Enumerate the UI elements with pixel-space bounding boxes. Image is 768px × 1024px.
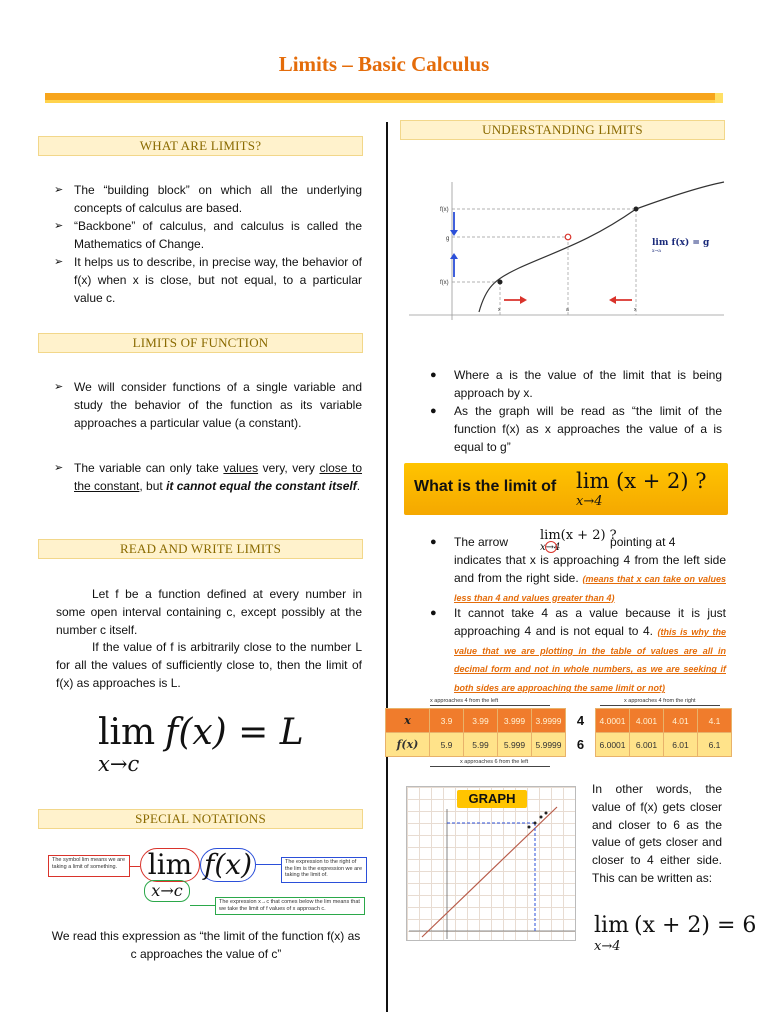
highlight-circle <box>545 541 557 553</box>
title-divider-accent <box>45 100 723 103</box>
banner-sub: x→4 <box>576 494 603 509</box>
heading-limits-of-function: LIMITS OF FUNCTION <box>38 333 363 353</box>
formula-lim: lim <box>98 712 156 753</box>
heading-read-write-limits: READ AND WRITE LIMITS <box>38 539 363 559</box>
table-cell: 4.1 <box>698 709 732 733</box>
formula-body: f(x) = L <box>165 712 304 753</box>
x-label: x <box>498 307 501 313</box>
formula-subscript: x→c <box>98 752 140 776</box>
table-cell: 4.001 <box>630 709 664 733</box>
graph-limit-sub: x→a <box>652 249 661 254</box>
inline-limit-sub: x→4 <box>540 542 561 553</box>
point <box>534 822 537 825</box>
caption-arrow <box>600 705 720 706</box>
list-item: ● Where a is the value of the limit that is being approach by x. <box>430 368 722 400</box>
y-label: f(x) <box>440 207 449 213</box>
conclusion-expr: (x + 2) = 6 <box>634 913 757 938</box>
notation-lim: lim <box>140 848 200 882</box>
annotation-connector <box>190 905 215 906</box>
table-cell: 5.99 <box>464 733 498 757</box>
heading-understanding-limits: UNDERSTANDING LIMITS <box>400 120 725 140</box>
x-label: x <box>634 307 637 313</box>
arrow-head <box>609 296 616 304</box>
y-label: f(x) <box>440 280 449 286</box>
conclusion-lim: lim <box>594 913 629 938</box>
annotation-connector <box>130 866 140 867</box>
table-caption: x approaches 4 from the left <box>430 698 499 704</box>
x-label: a <box>566 307 569 313</box>
table-cell: 3.9999 <box>532 709 566 733</box>
arrow-bullet-icon: ➢ <box>54 381 64 393</box>
arrow-head <box>450 253 458 259</box>
limit-graph <box>404 172 728 322</box>
table-cell: x <box>386 709 430 733</box>
inline-limit-expr: lim(x + 2) ? <box>540 528 617 543</box>
y-label: g <box>446 236 450 242</box>
question-banner <box>404 463 728 515</box>
bullet-dot-icon: ● <box>430 607 437 619</box>
column-divider <box>386 122 388 1012</box>
conclusion-sub: x→4 <box>594 939 621 954</box>
bullet-dot-icon: ● <box>430 369 437 381</box>
table-of-values <box>385 708 732 757</box>
bullet-dot-icon: ● <box>430 536 437 548</box>
notation-fx: f(x) <box>200 848 256 882</box>
banner-expr: (x + 2) ? <box>616 469 707 493</box>
list-item: ● The arrow pointing at 4 indicates that x is approaching 4 from the left side and from the right side. (means that x can take on values less than 4 and values greater than 4) <box>430 535 726 603</box>
arrow-bullet-icon: ➢ <box>54 220 64 232</box>
paragraph: Let f be a function defined at every number in some open interval containing c, except possibly at the number c itself. <box>56 587 362 637</box>
notation-sub: x→c <box>144 880 190 902</box>
arrow-bullet-icon: ➢ <box>54 184 64 196</box>
table-cell: 6.001 <box>630 733 664 757</box>
list-item: ● As the graph will be read as “the limit of the function f(x) as x approaches the value of a is equal to g” <box>430 404 722 454</box>
annotation-approach: The expression x→c that comes below the lim means that we take the limit of f values of x approach c. <box>215 897 365 915</box>
table-cell: 6 <box>566 733 596 757</box>
read-expression-text: We read this expression as “the limit of the function f(x) as c approaches the value of c” <box>51 929 361 961</box>
table-cell: 4.0001 <box>596 709 630 733</box>
banner-lim: lim <box>576 469 610 493</box>
table-cell: 6.1 <box>698 733 732 757</box>
paragraph: If the value of f is arbitrarily close to the number L for all the values of sufficiently close to, then the limit of f(x) as approaches is L. <box>56 640 362 690</box>
table-cell: 4.01 <box>664 709 698 733</box>
heading-special-notations: SPECIAL NOTATIONS <box>38 809 363 829</box>
list-item: ➢ The “building block” on which all the underlying concepts of calculus are based. <box>54 183 362 215</box>
table-caption: x approaches 4 from the right <box>624 698 696 704</box>
line-graph <box>406 786 576 941</box>
bullet-dot-icon: ● <box>430 405 437 417</box>
limit-point <box>565 234 571 240</box>
table-cell: 5.9999 <box>532 733 566 757</box>
list-item: ➢ “Backbone” of calculus, and calculus is called the Mathematics of Change. <box>54 219 362 251</box>
table-cell: 5.999 <box>498 733 532 757</box>
table-cell: 3.99 <box>464 709 498 733</box>
table-cell: 4 <box>566 709 596 733</box>
point <box>498 280 503 285</box>
arrow-head <box>520 296 527 304</box>
table-row <box>386 733 732 757</box>
title-divider-end <box>715 93 723 103</box>
table-cell: 6.0001 <box>596 733 630 757</box>
table-cell: 5.9 <box>430 733 464 757</box>
point <box>528 826 531 829</box>
caption-arrow <box>430 766 550 767</box>
list-item: ➢ It helps us to describe, in precise way, the behavior of f(x) when x is close, but not equal, to a particular value c. <box>54 255 362 305</box>
table-cell: 6.01 <box>664 733 698 757</box>
page-title: Limits – Basic Calculus <box>278 52 490 76</box>
function-line <box>422 807 557 937</box>
arrow-bullet-icon: ➢ <box>54 462 64 474</box>
list-item: ➢ We will consider functions of a single variable and study the behavior of the function as its variable approaches a particular value (a constant). <box>54 380 362 430</box>
graph-label: GRAPH <box>457 790 527 808</box>
heading-what-are-limits: WHAT ARE LIMITS? <box>38 136 363 156</box>
list-item: ➢ The variable can only take values very, very close to the constant, but it cannot equal the constant itself. <box>54 461 363 493</box>
point <box>545 812 548 815</box>
arrow-head <box>450 230 458 236</box>
point <box>634 207 639 212</box>
annotation-connector <box>256 864 281 865</box>
graph-plot <box>407 787 577 942</box>
table-cell: 3.999 <box>498 709 532 733</box>
graph-limit-label: lim f(x) = g <box>652 238 710 248</box>
title-divider <box>45 93 723 100</box>
point <box>540 816 543 819</box>
banner-label: What is the limit of <box>414 478 557 495</box>
table-cell: f(x) <box>386 733 430 757</box>
conclusion-text: In other words, the value of f(x) gets closer and closer to 6 as the value of gets closer and closer to 4 either side. This can be written as: <box>592 782 722 885</box>
table-caption: x approaches 6 from the left <box>460 759 529 765</box>
caption-arrow <box>430 705 550 706</box>
arrow-bullet-icon: ➢ <box>54 256 64 268</box>
table-cell: 3.9 <box>430 709 464 733</box>
annotation-expression: The expression to the right of the lim is the expression we are taking the limit of. <box>281 857 367 883</box>
annotation-lim-symbol: The symbol lim means we are taking a limit of something. <box>48 855 130 877</box>
table-row <box>386 709 732 733</box>
list-item: ● It cannot take 4 as a value because it is just approaching 4 and is not equal to 4. (this is why the value that we are plotting in the table of values are all in decimal form and not in whole numbers, as we are seeking if both sides are approaching the same limit or not) <box>430 606 727 694</box>
